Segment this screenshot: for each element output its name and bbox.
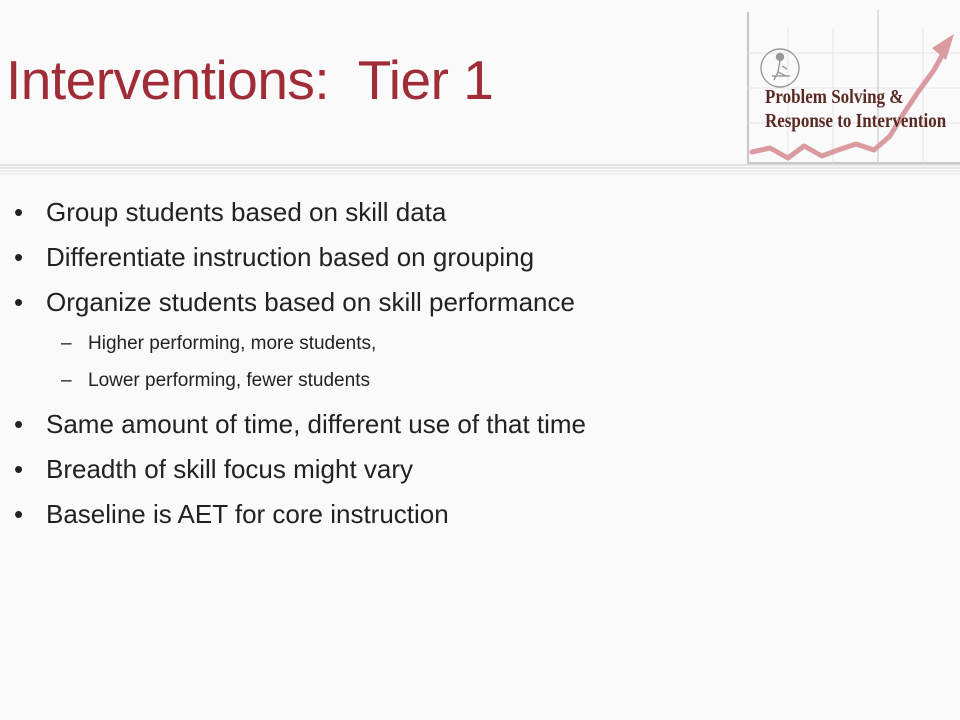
dash-marker: – — [61, 370, 72, 391]
sub-list-item — [0, 325, 940, 362]
bullet-marker: • — [14, 197, 24, 227]
bullet-marker: • — [14, 409, 24, 439]
slide-title: Interventions: Tier 1 — [6, 49, 494, 111]
bullet-marker: • — [14, 454, 24, 484]
thinking-figure-icon — [761, 49, 799, 87]
logo-line-1: Problem Solving & — [765, 85, 904, 109]
bullet-text: Baseline is AET for core instruction — [46, 499, 449, 529]
dash-marker: – — [61, 333, 72, 354]
bullet-list — [0, 190, 940, 537]
logo-line-2: Response to Intervention — [765, 109, 947, 133]
list-item — [0, 190, 940, 234]
list-item — [0, 235, 940, 279]
bullet-text: Group students based on skill data — [46, 197, 447, 227]
bullet-text: Organize students based on skill performance — [46, 287, 575, 317]
bullet-text: Breadth of skill focus might vary — [46, 454, 414, 484]
list-item — [0, 280, 940, 324]
bullet-marker: • — [14, 287, 24, 317]
problem-solving-logo — [738, 8, 960, 174]
sub-bullet-text: Higher performing, more students, — [88, 333, 377, 354]
bullet-text: Differentiate instruction based on grouping — [46, 242, 535, 272]
sub-bullet-text: Lower performing, fewer students — [88, 370, 370, 391]
bullet-marker: • — [14, 242, 24, 272]
bullet-marker: • — [14, 499, 24, 529]
list-item — [0, 492, 940, 536]
list-item — [0, 447, 940, 491]
bullet-text: Same amount of time, different use of that time — [46, 409, 587, 439]
sub-list-item — [0, 362, 940, 399]
list-item — [0, 402, 940, 446]
